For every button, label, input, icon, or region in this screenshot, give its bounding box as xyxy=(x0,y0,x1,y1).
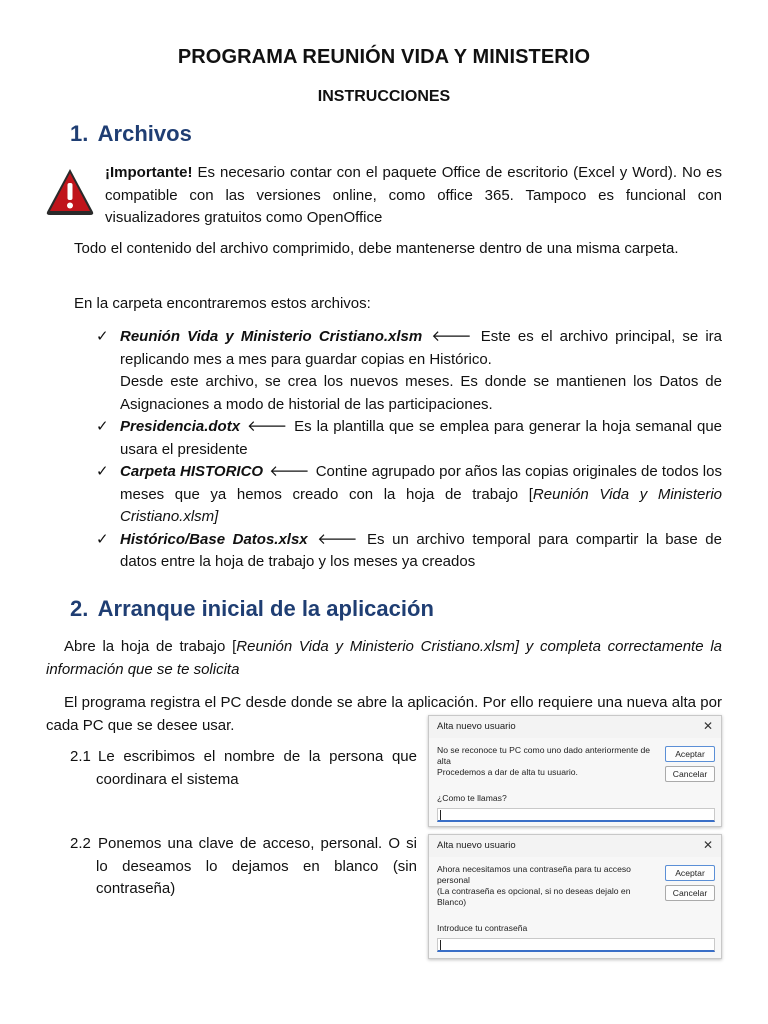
dialog-message-line: Procedemos a dar de alta tu usuario. xyxy=(437,767,578,777)
file-description-italic: Reunión Vida y Ministerio Cristiano.xlsm] xyxy=(120,485,723,525)
step-number: 2.2 xyxy=(70,835,91,852)
check-icon: ✓ xyxy=(96,463,109,480)
list-item xyxy=(96,416,722,461)
accept-button[interactable]: Aceptar xyxy=(665,746,715,762)
paragraph-open-workbook-text: Abre la hoja de trabajo [ xyxy=(64,638,237,655)
step-text: Le escribimos el nombre de la persona que coordinara el sistema xyxy=(96,748,417,788)
text-caret xyxy=(440,810,441,820)
file-extra-description: Desde este archivo, se crea los nuevos meses. Es donde se mantienen los Datos de Asignaciones a modo de historial de las participaciones. xyxy=(120,373,722,413)
important-text: Es necesario contar con el paquete Office de escritorio (Excel y Word). No es compatible con las versiones online, como office 365. Tampoco es funcional con visualizadores gratuitos como OpenOffice xyxy=(105,164,722,226)
section-1-heading xyxy=(70,121,192,147)
paragraph-open-workbook-italic: Reunión Vida y Ministerio Cristiano.xlsm] y completa correctamente la información que se te solicita xyxy=(46,638,722,678)
warning-icon xyxy=(44,166,96,218)
password-prompt-label: Introduce tu contraseña xyxy=(437,923,528,933)
step-2-2 xyxy=(70,833,417,901)
paragraph-compressed-folder: Todo el contenido del archivo comprimido, debe mantenerse dentro de una misma carpeta. xyxy=(74,240,679,257)
list-item xyxy=(96,529,722,574)
text-caret xyxy=(440,940,441,950)
list-item xyxy=(96,461,722,529)
new-user-dialog xyxy=(428,715,722,827)
section-2-title: Arranque inicial de la aplicación xyxy=(97,596,434,621)
paragraph-open-workbook xyxy=(46,636,722,681)
section-2-number: 2. xyxy=(70,596,89,621)
important-label: ¡Importante! xyxy=(105,164,193,181)
password-input[interactable] xyxy=(437,938,715,952)
dialog-message xyxy=(437,745,653,778)
file-name: Reunión Vida y Ministerio Cristiano.xlsm xyxy=(120,328,423,345)
close-icon[interactable]: ✕ xyxy=(702,838,713,852)
file-description: Es un archivo temporal para compartir la base de datos entre la hoja de trabajo y los meses ya creados xyxy=(120,530,722,570)
check-icon: ✓ xyxy=(96,530,109,548)
arrow-left-icon: 🡐 xyxy=(317,530,358,548)
dialog-title: Alta nuevo usuario xyxy=(437,721,516,732)
paragraph-pc-registration: El programa registra el PC desde donde se abre la aplicación. Por ello requiere una nueva alta por cada PC que se desee usar. xyxy=(46,694,722,734)
dialog-message-line: (La contraseña es opcional, si no deseas dejalo en Blanco) xyxy=(437,886,631,907)
file-name: Histórico/Base Datos.xlsx xyxy=(120,530,308,548)
document-subtitle: INSTRUCCIONES xyxy=(317,88,451,105)
arrow-left-icon: 🡐 xyxy=(431,328,472,345)
dialog-message-line: Ahora necesitamos una contraseña para tu acceso personal xyxy=(437,864,631,885)
name-prompt-label: ¿Como te llamas? xyxy=(437,793,507,803)
section-2-heading xyxy=(70,596,434,622)
step-text: Ponemos una clave de acceso, personal. O si lo deseamos lo dejamos en blanco (sin contraseña) xyxy=(96,835,417,897)
name-input[interactable] xyxy=(437,808,715,822)
dialog-message-line: No se reconoce tu PC como uno dado anteriormente de alta xyxy=(437,745,651,766)
dialog-titlebar xyxy=(429,716,721,738)
password-dialog xyxy=(428,834,722,959)
close-icon[interactable]: ✕ xyxy=(702,719,713,733)
dialog-message xyxy=(437,864,653,908)
list-item xyxy=(96,326,722,416)
accept-button[interactable]: Aceptar xyxy=(665,865,715,881)
dialog-titlebar xyxy=(429,835,721,857)
check-icon: ✓ xyxy=(96,418,109,435)
file-description: Es la plantilla que se emplea para generar la hoja semanal que usara el presidente xyxy=(120,418,723,458)
arrow-left-icon: 🡐 xyxy=(246,418,288,435)
file-description: Contine agrupado por años las copias originales de todos los meses que ya hemos creado con la hoja de trabajo [ xyxy=(120,463,722,503)
step-number: 2.1 xyxy=(70,748,91,765)
cancel-button[interactable]: Cancelar xyxy=(665,885,715,901)
paragraph-files-intro: En la carpeta encontraremos estos archivos: xyxy=(74,295,371,312)
check-icon: ✓ xyxy=(96,328,109,345)
file-name: Carpeta HISTORICO xyxy=(120,463,264,480)
file-list xyxy=(96,326,722,574)
section-1-title: Archivos xyxy=(97,121,192,146)
file-name: Presidencia.dotx xyxy=(120,418,241,435)
arrow-left-icon: 🡐 xyxy=(269,463,310,480)
important-note xyxy=(105,162,722,230)
dialog-title: Alta nuevo usuario xyxy=(437,840,516,851)
cancel-button[interactable]: Cancelar xyxy=(665,766,715,782)
step-2-1 xyxy=(70,746,417,791)
section-1-number: 1. xyxy=(70,121,89,146)
document-title: PROGRAMA REUNIÓN VIDA Y MINISTERIO xyxy=(177,46,591,68)
file-description: Este es el archivo principal, se ira replicando mes a mes para guardar copias en Histórico. xyxy=(120,328,722,368)
